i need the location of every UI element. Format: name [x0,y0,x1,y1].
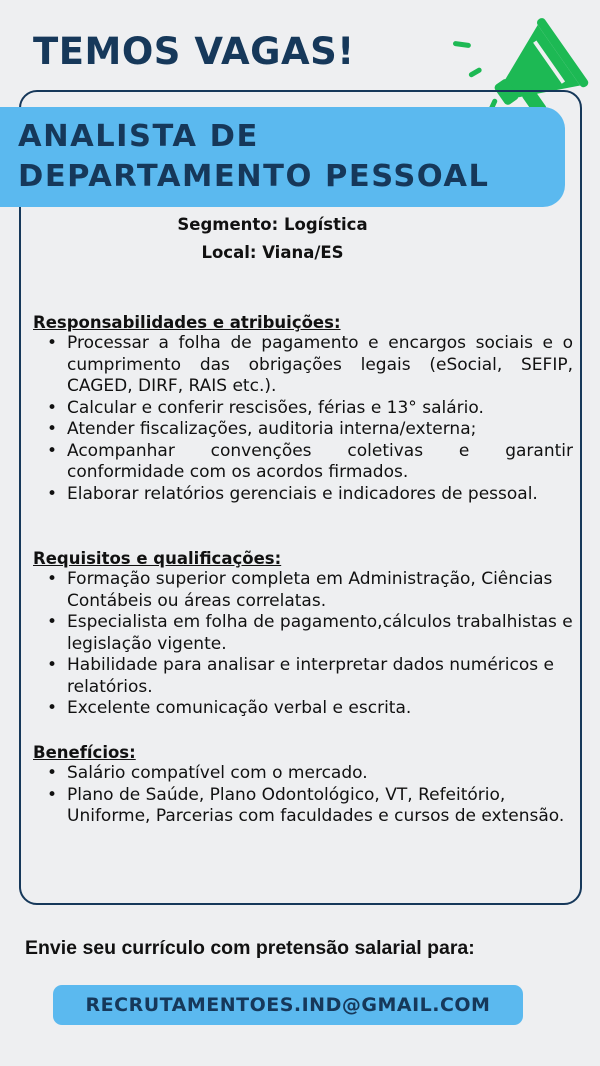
benefits-list [33,763,573,828]
list-item: • Atender fiscalizações, auditoria interna/externa; [67,419,573,441]
call-to-action: Envie seu currículo com pretensão salarial para: [25,937,475,959]
list-item: • Formação superior completa em Administração, Ciências Contábeis ou áreas correlatas. [67,569,573,612]
job-title-line1: ANALISTA DE [18,119,259,154]
responsibilities-list [33,333,573,505]
list-item: • Calcular e conferir rescisões, férias e 13° salário. [67,398,573,420]
job-segment: Segmento: Logística [177,215,368,234]
page-headline: TEMOS VAGAS! [33,30,355,73]
section-heading: Responsabilidades e atribuições: [33,313,341,332]
list-item: • Excelente comunicação verbal e escrita. [67,698,573,720]
email-badge [53,985,523,1025]
section-heading: Benefícios: [33,743,136,762]
job-title-line2: DEPARTAMENTO PESSOAL [18,159,490,194]
list-item: • Salário compatível com o mercado. [67,763,573,785]
job-title [18,117,489,197]
list-item: • Habilidade para analisar e interpretar dados numéricos e relatórios. [67,655,573,698]
section-responsibilities [33,312,573,505]
list-item: • Especialista em folha de pagamento,cálculos trabalhistas e legislação vigente. [67,612,573,655]
email-address[interactable]: RECRUTAMENTOES.IND@GMAIL.COM [85,994,491,1016]
list-item: • Processar a folha de pagamento e encargos sociais e o cumprimento das obrigações legais (eSocial, SEFIP, CAGED, DIRF, RAIS etc.). [67,333,573,398]
section-requirements [33,548,573,720]
list-item: • Plano de Saúde, Plano Odontológico, VT, Refeitório, Uniforme, Parcerias com faculdades e cursos de extensão. [67,785,573,828]
section-benefits [33,742,573,828]
job-location: Local: Viana/ES [201,243,344,262]
section-heading: Requisitos e qualificações: [33,549,282,568]
list-item: • Elaborar relatórios gerenciais e indicadores de pessoal. [67,484,573,506]
list-item: • Acompanhar convenções coletivas e garantir conformidade com os acordos firmados. [67,441,573,484]
requirements-list [33,569,573,720]
